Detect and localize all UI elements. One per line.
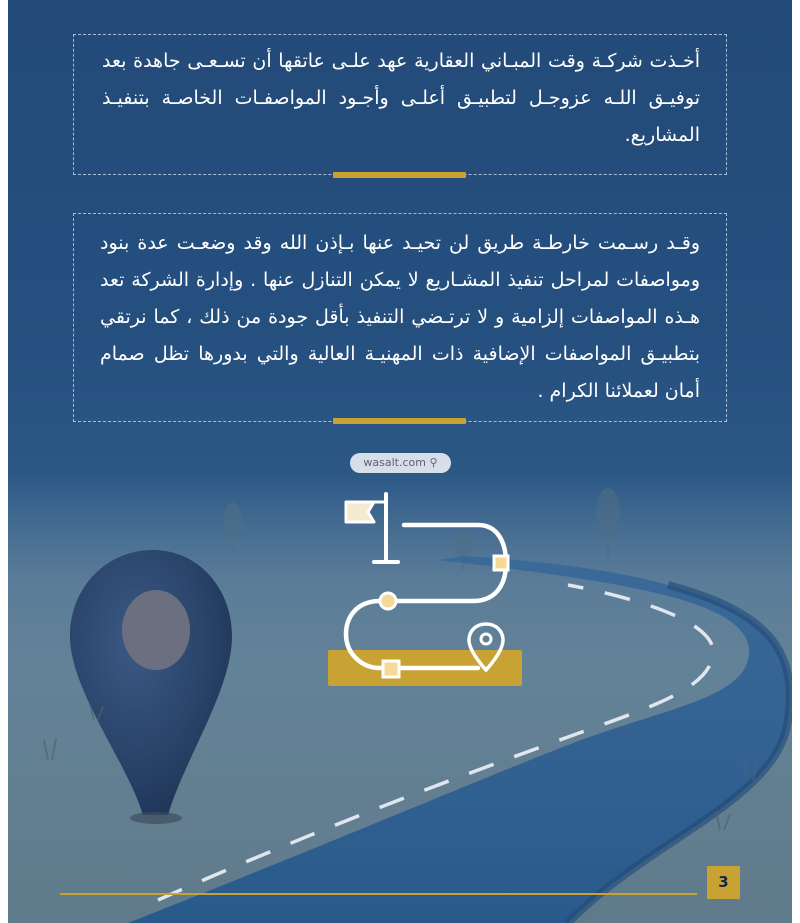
footer-rule xyxy=(60,893,697,895)
page-number: 3 xyxy=(707,866,740,899)
intro-text-box xyxy=(73,34,727,175)
gold-divider xyxy=(333,418,466,424)
brochure-page xyxy=(8,0,792,923)
roadmap-paragraph: وقـد رسـمت خارطـة طريق لن تحيـد عنها بـإذن الله وقد وضعـت عدة بنود ومواصفات لمراحل تنفيذ المشـاريع لا يمكن التنازل عنها . وإدارة الشركة تعد هـذه المواصفات إلزامية و لا ترتـضي التنفيذ بأقل جودة من ذلك ، كما نرتقي بتطبيـق المواصفات الإضافية ذات المهنيـة العالية والتي بدورها تظل صمام أمان لعملائنا الكرام . xyxy=(100,232,700,402)
route-map-icon xyxy=(328,488,524,686)
gold-divider xyxy=(333,172,466,178)
watermark-text: wasalt.com xyxy=(363,456,426,469)
roadmap-text-box xyxy=(73,213,727,422)
watermark-badge xyxy=(350,453,451,473)
location-pin-icon: ⚲ xyxy=(429,456,438,469)
flag-icon xyxy=(346,494,398,562)
intro-paragraph: أخـذت شركـة وقت المبـاني العقارية عهد علـى عاتقها أن تسـعـى جاهدة بعد توفيـق اللـه عزوجـل لتطبيـق أعلـى وأجـود المواصفـات الخاصـة بتنفيـذ المشاريع. xyxy=(102,50,700,146)
